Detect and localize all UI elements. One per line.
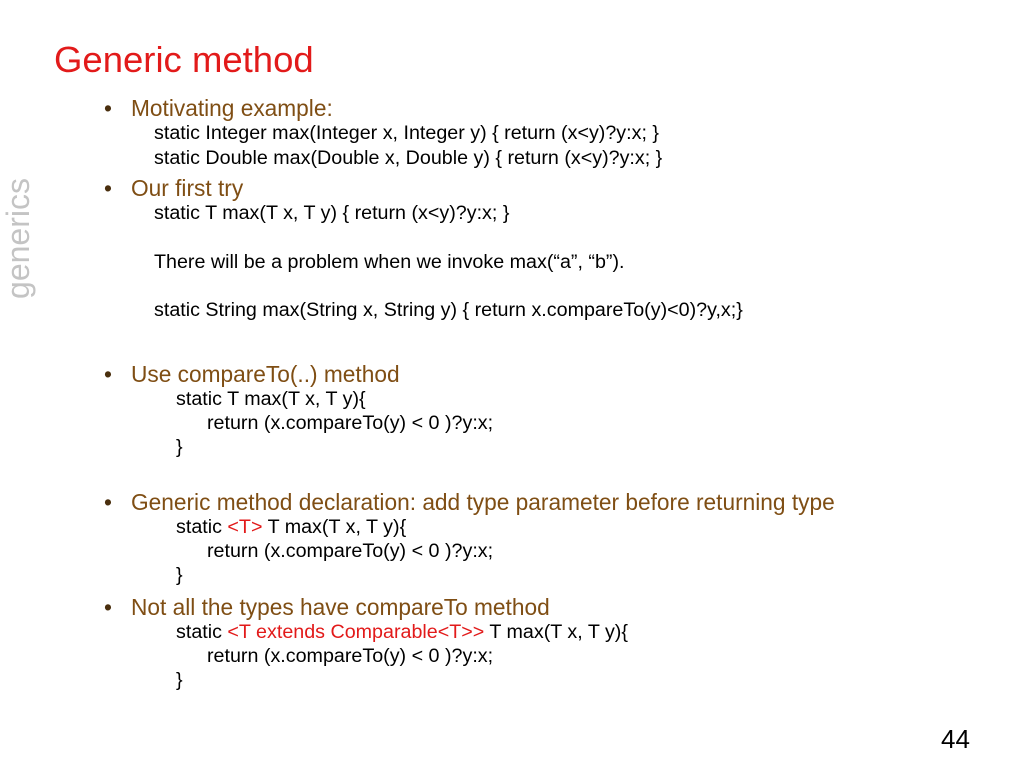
explanation-line: [154, 250, 624, 274]
type-parameter-highlight: <T>: [227, 516, 263, 538]
bullet-marker: •: [104, 594, 112, 620]
code-text: }: [176, 669, 183, 691]
code-line: [154, 298, 743, 322]
code-text: static String max(String x, String y) { return x.compareTo(y)<0)?y,x;}: [154, 299, 743, 321]
section-side-label: generics: [0, 178, 36, 299]
code-line: [207, 644, 493, 668]
code-line: [176, 515, 406, 539]
bullet-heading: Not all the types have compareTo method: [131, 594, 550, 620]
code-line: [176, 620, 628, 644]
code-line: [207, 539, 493, 563]
code-text: static Double max(Double x, Double y) { return (x<y)?y:x; }: [154, 147, 663, 169]
bullet-marker: •: [104, 489, 112, 515]
code-text: T max(T x, T y){: [262, 516, 407, 538]
bullet-heading: Use compareTo(..) method: [131, 361, 400, 387]
bullet-marker: •: [104, 175, 112, 201]
code-text: }: [176, 564, 183, 586]
code-text: return (x.compareTo(y) < 0 )?y:x;: [207, 540, 494, 562]
code-text: T max(T x, T y){: [484, 621, 628, 643]
code-text: return (x.compareTo(y) < 0 )?y:x;: [207, 412, 494, 434]
bullet-heading: Generic method declaration: add type parameter before returning type: [131, 489, 835, 515]
bounded-type-parameter-highlight: <T extends Comparable<T>>: [227, 621, 485, 643]
code-line: [176, 668, 183, 692]
code-text: static T max(T x, T y) { return (x<y)?y:x; }: [154, 202, 510, 224]
code-text: static Integer max(Integer x, Integer y) { return (x<y)?y:x; }: [154, 122, 659, 144]
explanation-text: There will be a problem when we invoke max(“a”, “b”).: [154, 251, 625, 273]
code-text: static: [176, 516, 228, 538]
code-line: [154, 121, 659, 145]
code-line: [176, 435, 183, 459]
page-number: 44: [941, 724, 970, 754]
code-text: static T max(T x, T y){: [176, 388, 366, 410]
code-line: [176, 387, 366, 411]
code-line: [154, 201, 509, 225]
code-text: static: [176, 621, 228, 643]
code-text: return (x.compareTo(y) < 0 )?y:x;: [207, 645, 494, 667]
bullet-marker: •: [104, 95, 112, 121]
bullet-heading: Motivating example:: [131, 95, 333, 121]
code-text: }: [176, 436, 183, 458]
bullet-heading: Our first try: [131, 175, 244, 201]
code-line: [176, 563, 183, 587]
slide-title: Generic method: [54, 39, 314, 80]
code-line: [207, 411, 493, 435]
bullet-marker: •: [104, 361, 112, 387]
code-line: [154, 146, 662, 170]
